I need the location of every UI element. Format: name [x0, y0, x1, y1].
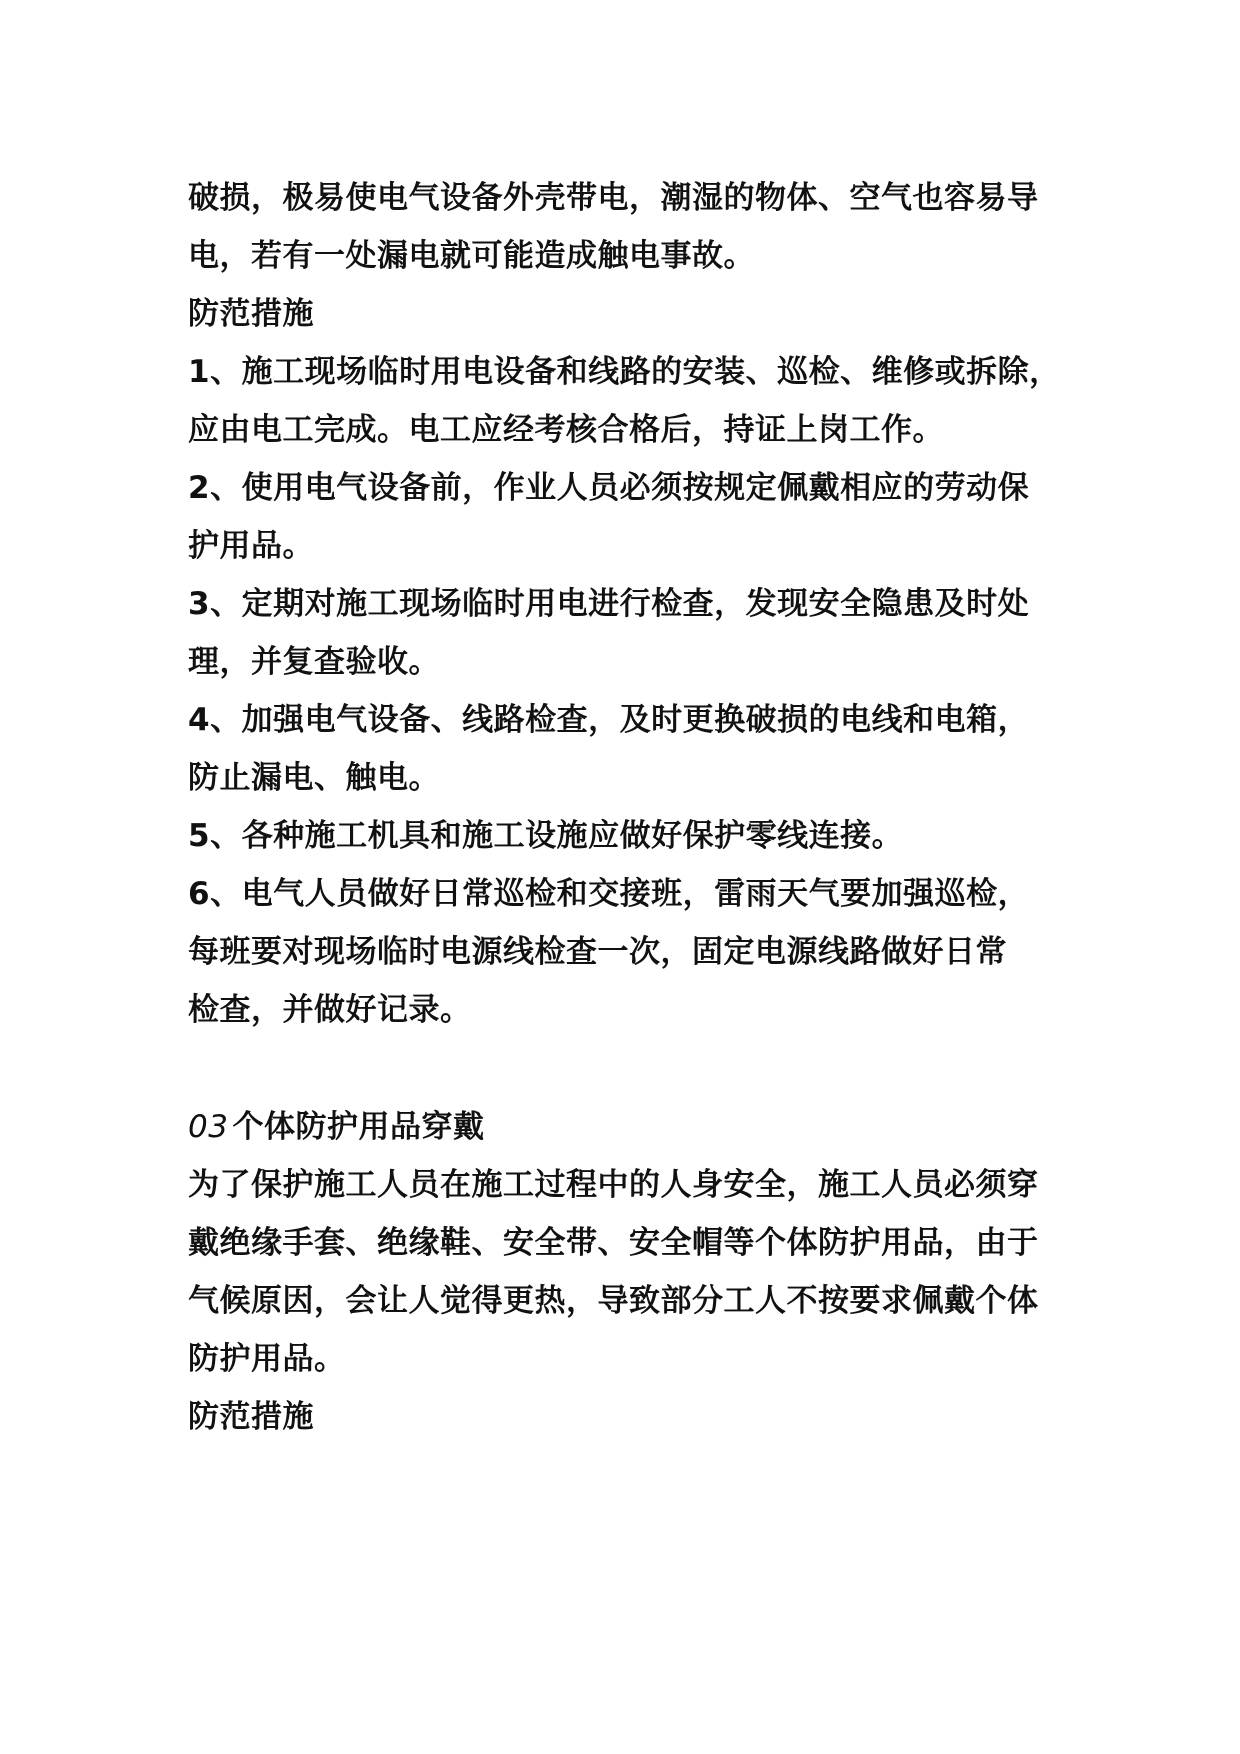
section-heading: [188, 1104, 484, 1150]
measures-heading: 防范措施: [188, 296, 314, 332]
paragraph-line: 气候原因，会让人觉得更热，导致部分工人不按要求佩戴个体: [188, 1283, 1039, 1319]
measure-line: 每班要对现场临时电源线检查一次，固定电源线路做好日常: [188, 934, 1007, 970]
measure-line: 护用品。: [188, 528, 314, 564]
measure-line: 4、加强电气设备、线路检查，及时更换破损的电线和电箱，: [188, 702, 1030, 738]
measure-line: 1、施工现场临时用电设备和线路的安装、巡检、维修或拆除，: [188, 354, 1061, 390]
measure-line: 2、使用电气设备前，作业人员必须按规定佩戴相应的劳动保: [188, 470, 1030, 506]
measure-line: 理，并复查验收。: [188, 644, 440, 680]
paragraph-line: 戴绝缘手套、绝缘鞋、安全带、安全帽等个体防护用品，由于: [188, 1225, 1039, 1261]
measure-line: 5、各种施工机具和施工设施应做好保护零线连接。: [188, 818, 904, 854]
measures-heading: 防范措施: [188, 1399, 314, 1435]
paragraph-line: 电，若有一处漏电就可能造成触电事故。: [188, 238, 755, 274]
section-title: 个体防护用品穿戴: [232, 1109, 485, 1145]
paragraph-line: 防护用品。: [188, 1341, 346, 1377]
section-number: 03: [188, 1109, 229, 1145]
paragraph-line: 为了保护施工人员在施工过程中的人身安全，施工人员必须穿: [188, 1167, 1039, 1203]
measure-line: 检查，并做好记录。: [188, 992, 472, 1028]
paragraph-line: 破损，极易使电气设备外壳带电，潮湿的物体、空气也容易导: [188, 180, 1039, 216]
measure-line: 3、定期对施工现场临时用电进行检查，发现安全隐患及时处: [188, 586, 1030, 622]
measure-line: 应由电工完成。电工应经考核合格后，持证上岗工作。: [188, 412, 944, 448]
measure-line: 6、电气人员做好日常巡检和交接班，雷雨天气要加强巡检，: [188, 876, 1030, 912]
measure-line: 防止漏电、触电。: [188, 760, 440, 796]
